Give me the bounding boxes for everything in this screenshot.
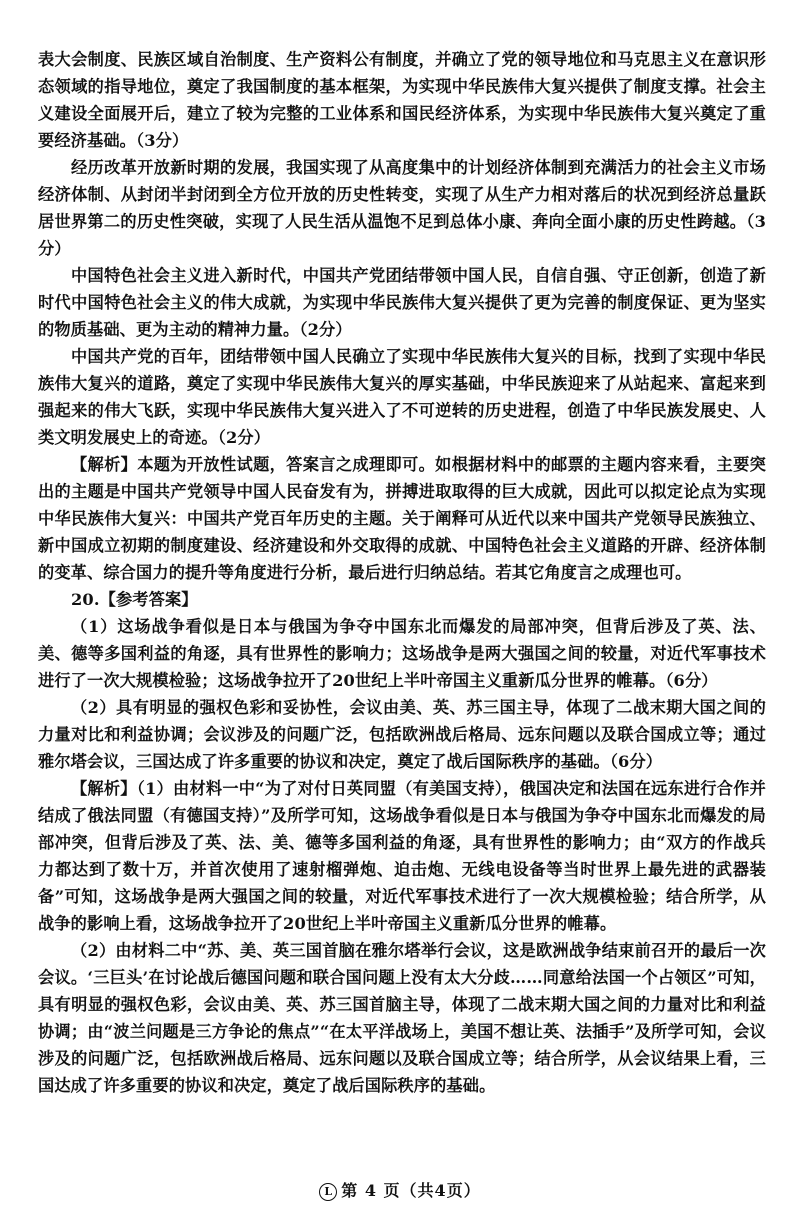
analysis-paragraph: 【解析】（1）由材料一中“为了对付日英同盟（有美国支持），俄国决定和法国在远东进行合作并结成了俄法同盟（有德国支持）”及所学可知，这场战争看似是日本与俄国为争夺中国东北而爆发的局部冲突，但背后涉及了英、法、美、德等多国利益的角逐，具有世界性的影响力；由“双方的作战兵力都达到了数十万，并首次使用了速射榴弹炮、迫击炮、无线电设备等当时世界上最先进的武器装备”可知，这场战争是两大强国之间的较量，对近代军事技术进行了一次大规模检验；结合所学，从战争的影响上看，这场战争拉开了20世纪上半叶帝国主义重新瓜分世界的帷幕。	[38, 779, 766, 933]
page-footer	[0, 1178, 800, 1201]
circled-letter-icon: L	[319, 1183, 337, 1201]
answer-paragraph: 中国共产党的百年，团结带领中国人民确立了实现中华民族伟大复兴的目标，找到了实现中华民族伟大复兴的道路，奠定了实现中华民族伟大复兴的厚实基础，中华民族迎来了从站起来、富起来到强起来的伟大飞跃，实现中华民族伟大复兴进入了不可逆转的历史进程，创造了中华民族发展史、人类文明发展史上的奇迹。（2分）	[38, 347, 766, 447]
answer-content	[38, 46, 766, 1099]
analysis-paragraph: （2）由材料二中“苏、美、英三国首脑在雅尔塔举行会议，这是欧洲战争结束前召开的最后一次会议。‘三巨头’在讨论战后德国问题和联合国问题上没有太大分歧……同意给法国一个占领区”可知，具有明显的强权色彩，会议由美、英、苏三国首脑主导，体现了二战末期大国之间的力量对比和利益协调；由“波兰问题是三方争论的焦点”“在太平洋战场上，美国不想让英、法插手”及所学可知，会议涉及的问题广泛，包括欧洲战后格局、远东问题以及联合国成立等；结合所学，从会议结果上看，三国达成了许多重要的协议和决定，奠定了战后国际秩序的基础。	[38, 941, 766, 1095]
answer-paragraph: 经历改革开放新时期的发展，我国实现了从高度集中的计划经济体制到充满活力的社会主义市场经济体制、从封闭半封闭到全方位开放的历史性转变，实现了从生产力相对落后的状况到经济总量跃居世界第二的历史性突破，实现了人民生活从温饱不足到总体小康、奔向全面小康的历史性跨越。（3分）	[38, 158, 766, 258]
answer-paragraph: （2）具有明显的强权色彩和妥协性，会议由美、英、苏三国主导，体现了二战末期大国之间的力量对比和利益协调；会议涉及的问题广泛，包括欧洲战后格局、远东问题以及联合国成立等；通过雅尔塔会议，三国达成了许多重要的协议和决定，奠定了战后国际秩序的基础。（6分）	[38, 698, 766, 771]
page-number-label: 第 4 页（共4页）	[341, 1181, 481, 1200]
question-heading: 20.【参考答案】	[71, 590, 198, 609]
analysis-paragraph: 【解析】本题为开放性试题，答案言之成理即可。如根据材料中的邮票的主题内容来看，主要突出的主题是中国共产党领导中国人民奋发有为，拼搏进取取得的巨大成就，因此可以拟定论点为实现中华民族伟大复兴：中国共产党百年历史的主题。关于阐释可从近代以来中国共产党领导民族独立、新中国成立初期的制度建设、经济建设和外交取得的成就、中国特色社会主义道路的开辟、经济体制的变革、综合国力的提升等角度进行分析，最后进行归纳总结。若其它角度言之成理也可。	[38, 455, 766, 582]
answer-paragraph: （1）这场战争看似是日本与俄国为争夺中国东北而爆发的局部冲突，但背后涉及了英、法、美、德等多国利益的角逐，具有世界性的影响力；这场战争是两大强国之间的较量，对近代军事技术进行了一次大规模检验；这场战争拉开了20世纪上半叶帝国主义重新瓜分世界的帷幕。（6分）	[38, 617, 766, 690]
answer-paragraph: 表大会制度、民族区域自治制度、生产资料公有制度，并确立了党的领导地位和马克思主义在意识形态领域的指导地位，奠定了我国制度的基本框架，为实现中华民族伟大复兴提供了制度支撑。社会主义建设全面展开后，建立了较为完整的工业体系和国民经济体系，为实现中华民族伟大复兴奠定了重要经济基础。（3分）	[38, 50, 766, 150]
answer-paragraph: 中国特色社会主义进入新时代，中国共产党团结带领中国人民，自信自强、守正创新，创造了新时代中国特色社会主义的伟大成就，为实现中华民族伟大复兴提供了更为完善的制度保证、更为坚实的物质基础、更为主动的精神力量。（2分）	[38, 266, 766, 339]
